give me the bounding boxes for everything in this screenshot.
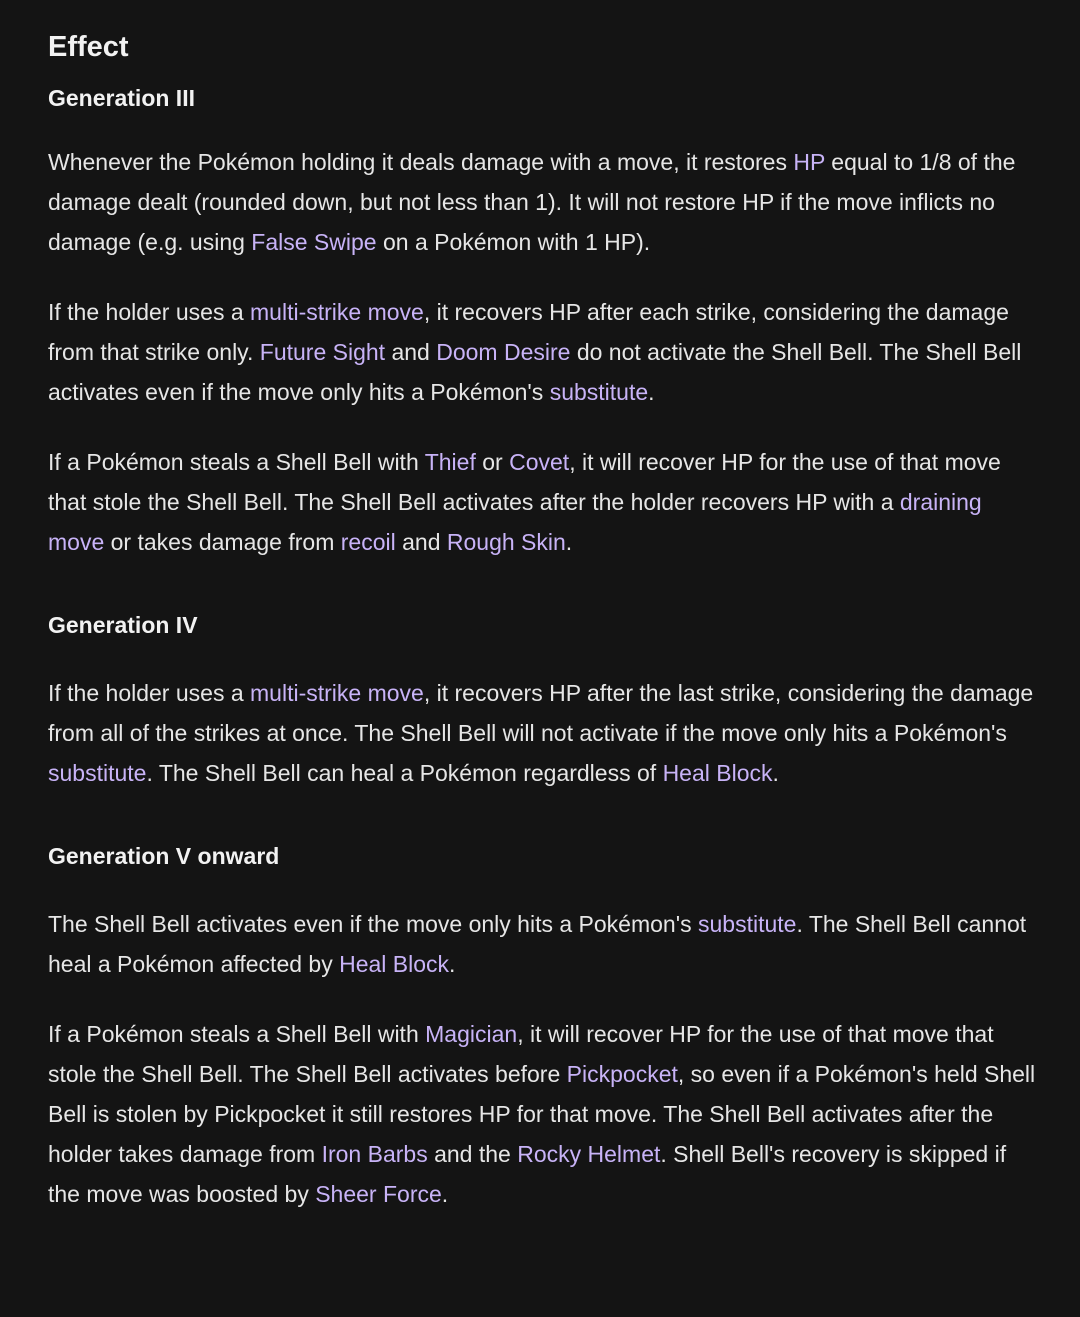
- multi-strike-move-link[interactable]: multi-strike move: [250, 680, 424, 706]
- gen3-paragraph-2: [48, 292, 1040, 412]
- text: The Shell Bell activates even if the move only hits a Pokémon's: [48, 911, 698, 937]
- text: on a Pokémon with 1 HP).: [376, 229, 651, 255]
- iron-barbs-link[interactable]: Iron Barbs: [321, 1141, 428, 1167]
- substitute-link[interactable]: substitute: [48, 760, 147, 786]
- text: If the holder uses a: [48, 299, 251, 325]
- effect-heading: Effect: [48, 31, 129, 63]
- text: and: [385, 339, 437, 365]
- text: .: [772, 760, 779, 786]
- gen3-paragraph-3: [48, 442, 1040, 562]
- text: . The Shell Bell can heal a Pokémon regardless of: [146, 760, 663, 786]
- text: . Shell Bell's recovery is skipped if the move was boosted by: [48, 1141, 1007, 1207]
- text: and the: [427, 1141, 518, 1167]
- thief-link[interactable]: Thief: [424, 449, 476, 475]
- gen3-paragraph-1: [48, 142, 1040, 262]
- text: .: [441, 1181, 449, 1207]
- gen4-paragraph-1: [48, 673, 1040, 793]
- generation-v-onward-heading: Generation V onward: [48, 843, 280, 869]
- text: , it recovers HP after the last strike, considering the damage from all of the strikes at once. The Shell Bell will not activate if the move only hits a Pokémon's: [48, 680, 1034, 746]
- doom-desire-link[interactable]: Doom Desire: [436, 339, 571, 365]
- recoil-link[interactable]: recoil: [340, 529, 396, 555]
- text: .: [648, 379, 655, 405]
- text: or takes damage from: [104, 529, 341, 555]
- hp-link[interactable]: HP: [793, 149, 825, 175]
- false-swipe-link[interactable]: False Swipe: [251, 229, 377, 255]
- gen5-paragraph-1: [48, 904, 1040, 984]
- substitute-link[interactable]: substitute: [698, 911, 797, 937]
- magician-link[interactable]: Magician: [425, 1021, 518, 1047]
- text: If the holder uses a: [48, 680, 251, 706]
- generation-iv-heading: Generation IV: [48, 612, 198, 638]
- text: .: [565, 529, 573, 555]
- text: , it will recover HP for the use of that move that stole the Shell Bell. The Shell Bell activates after the holder recovers HP with a: [48, 449, 1001, 515]
- generation-iii-heading: Generation III: [48, 85, 195, 111]
- text: If a Pokémon steals a Shell Bell with: [48, 449, 425, 475]
- substitute-link[interactable]: substitute: [549, 379, 649, 405]
- text: , so even if a Pokémon's held Shell Bell is stolen by Pickpocket it still restores HP for that move. The Shell Bell activates after the holder takes damage from: [48, 1061, 1036, 1167]
- sheer-force-link[interactable]: Sheer Force: [315, 1181, 442, 1207]
- covet-link[interactable]: Covet: [509, 449, 570, 475]
- rocky-helmet-link[interactable]: Rocky Helmet: [517, 1141, 661, 1167]
- text: Whenever the Pokémon holding it deals damage with a move, it restores: [48, 149, 794, 175]
- rough-skin-link[interactable]: Rough Skin: [446, 529, 566, 555]
- text: If a Pokémon steals a Shell Bell with: [48, 1021, 426, 1047]
- multi-strike-move-link[interactable]: multi-strike move: [250, 299, 424, 325]
- text: . The Shell Bell cannot heal a Pokémon affected by: [48, 911, 1027, 977]
- text: .: [449, 951, 456, 977]
- text: , it recovers HP after each strike, considering the damage from that strike only.: [48, 299, 1009, 365]
- text: , it will recover HP for the use of that move that stole the Shell Bell. The Shell Bell activates before: [48, 1021, 994, 1087]
- text: and: [395, 529, 447, 555]
- text: or: [475, 449, 510, 475]
- heal-block-link[interactable]: Heal Block: [339, 951, 450, 977]
- gen5-paragraph-2: [48, 1014, 1040, 1214]
- future-sight-link[interactable]: Future Sight: [259, 339, 386, 365]
- pickpocket-link[interactable]: Pickpocket: [566, 1061, 678, 1087]
- draining-move-link[interactable]: draining move: [48, 489, 982, 555]
- heal-block-link[interactable]: Heal Block: [662, 760, 773, 786]
- text: do not activate the Shell Bell. The Shell Bell activates even if the move only hits a Pokémon's: [48, 339, 1022, 405]
- text: equal to 1/8 of the damage dealt (rounded down, but not less than 1). It will not restore HP if the move inflicts no damage (e.g. using: [48, 149, 1016, 255]
